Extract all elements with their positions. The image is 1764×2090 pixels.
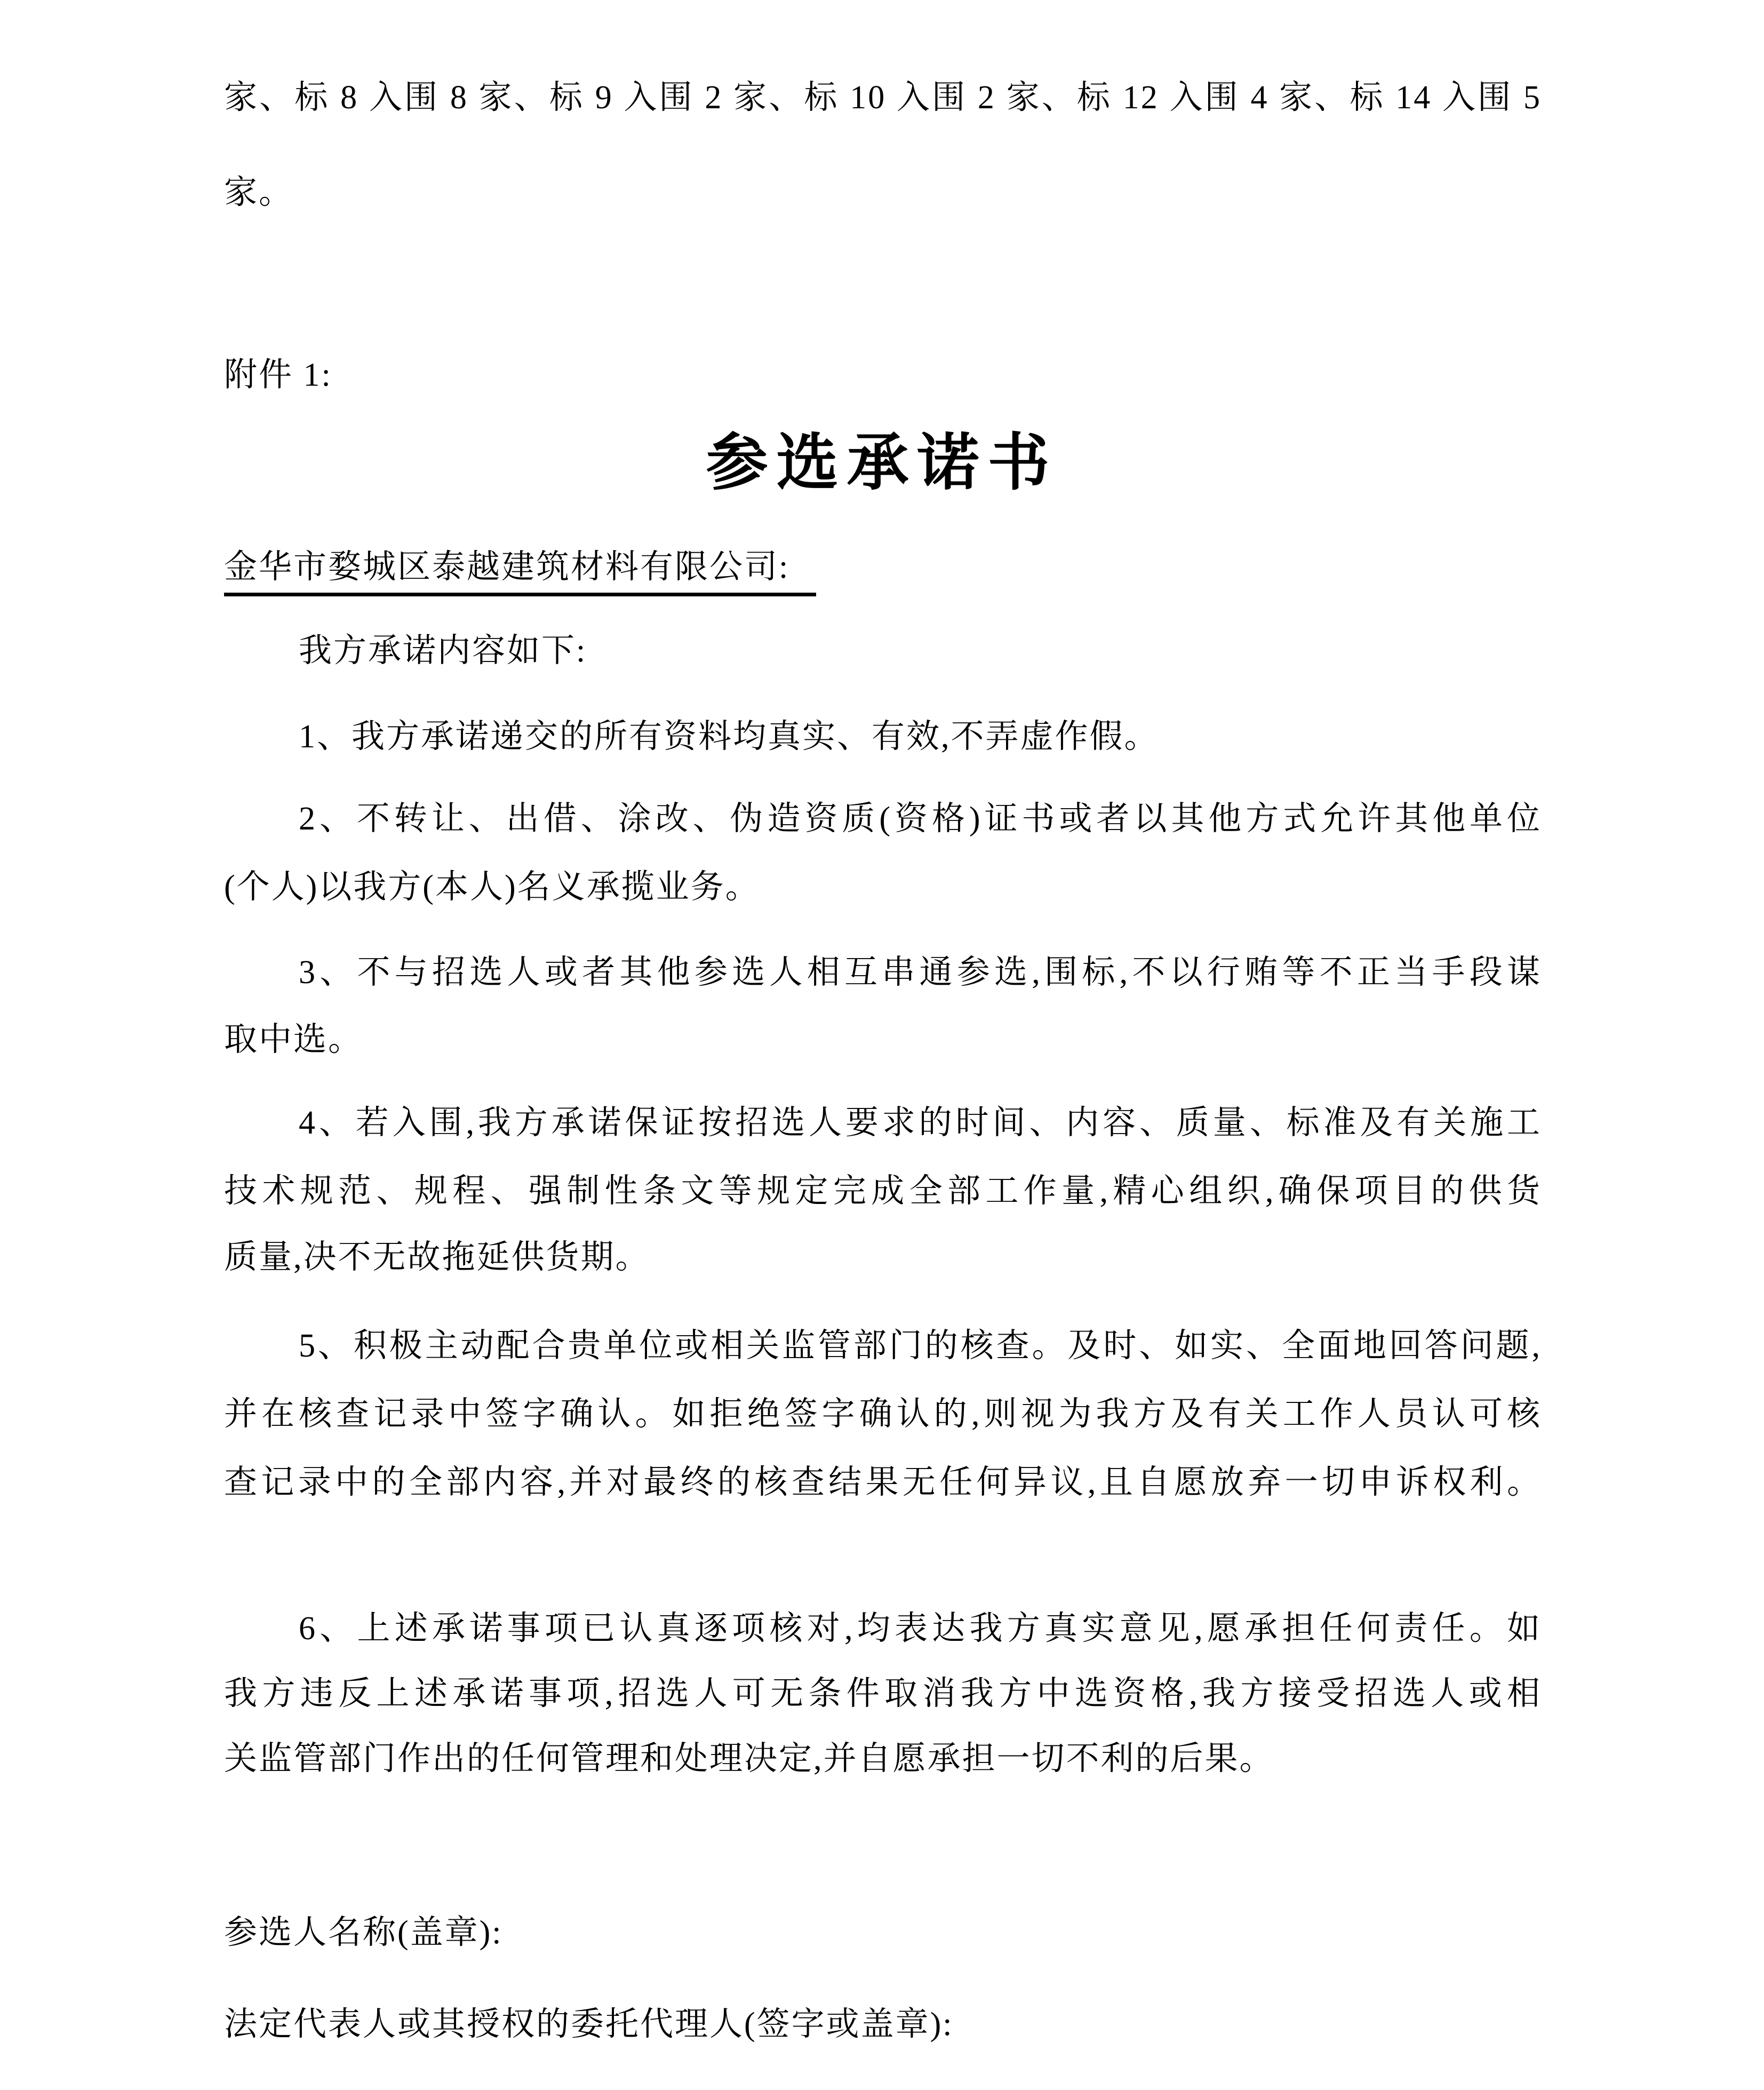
addressee <box>224 548 816 596</box>
commitment-3-line-2: 取中选。 <box>224 1022 363 1058</box>
preamble: 我方承诺内容如下: <box>299 633 587 669</box>
commitment-5-line-1: 5、积极主动配合贵单位或相关监管部门的核查。及时、如实、全面地回答问题, <box>299 1328 1542 1364</box>
commitment-4-line-3: 质量,决不无故拖延供货期。 <box>224 1239 650 1275</box>
attachment-label: 附件 1: <box>224 357 332 393</box>
commitment-2-line-2: (个人)以我方(本人)名义承揽业务。 <box>224 869 760 905</box>
participant-name-label: 参选人名称(盖章): <box>224 1914 503 1951</box>
commitment-2-line-1: 2、不转让、出借、涂改、伪造资质(资格)证书或者以其他方式允许其他单位 <box>299 801 1542 837</box>
commitment-1-line-1: 1、我方承诺递交的所有资料均真实、有效,不弄虚作假。 <box>299 719 1159 755</box>
commitment-6-line-1: 6、上述承诺事项已认真逐项核对,均表达我方真实意见,愿承担任何责任。如 <box>299 1610 1542 1647</box>
commitment-6-line-3: 关监管部门作出的任何管理和处理决定,并自愿承担一切不利的后果。 <box>224 1741 1274 1777</box>
commitment-4-line-1: 4、若入围,我方承诺保证按招选人要求的时间、内容、质量、标准及有关施工 <box>299 1105 1542 1141</box>
commitment-5-line-3: 查记录中的全部内容,并对最终的核查结果无任何异议,且自愿放弃一切申诉权利。 <box>224 1464 1542 1501</box>
addressee-text: 金华市婺城区泰越建筑材料有限公司: <box>224 548 816 596</box>
legal-representative-label: 法定代表人或其授权的委托代理人(签字或盖章): <box>224 2006 954 2043</box>
commitment-3-line-1: 3、不与招选人或者其他参选人相互串通参选,围标,不以行贿等不正当手段谋 <box>299 954 1542 991</box>
commitment-5-line-2: 并在核查记录中签字确认。如拒绝签字确认的,则视为我方及有关工作人员认可核 <box>224 1396 1542 1432</box>
commitment-4-line-2: 技术规范、规程、强制性条文等规定完成全部工作量,精心组织,确保项目的供货 <box>224 1173 1542 1209</box>
continuation-line-1: 家、标 8 入围 8 家、标 9 入围 2 家、标 10 入围 2 家、标 12 入围 4 家、标 14 入围 5 <box>224 79 1542 116</box>
continuation-line-2: 家。 <box>224 174 294 211</box>
commitment-6-line-2: 我方违反上述承诺事项,招选人可无条件取消我方中选资格,我方接受招选人或相 <box>224 1676 1542 1712</box>
document-title: 参选承诺书 <box>706 429 1058 498</box>
